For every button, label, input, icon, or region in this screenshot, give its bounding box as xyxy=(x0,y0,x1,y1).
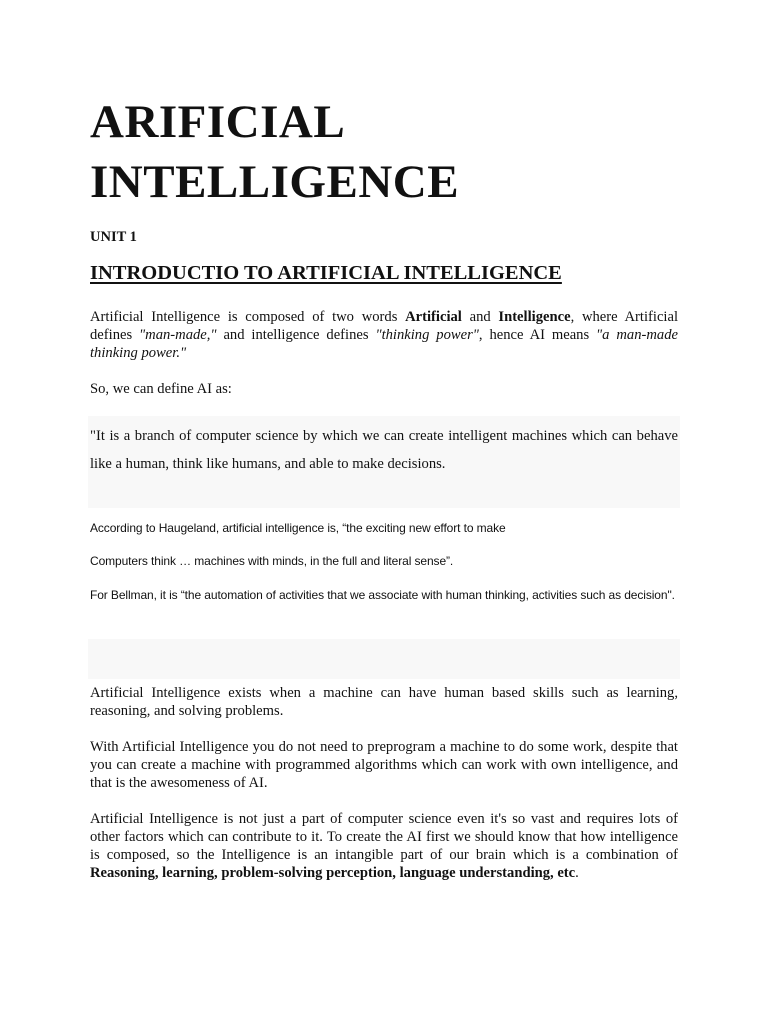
composition-paragraph xyxy=(90,810,678,882)
exists-paragraph: Artificial Intelligence exists when a machine can have human based skills such as learning, reasoning, and solving problems. xyxy=(90,685,678,719)
intro-italic-definition: "a man-made thinking power." xyxy=(90,327,678,361)
intro-text-1: Artificial Intelligence is composed of two words xyxy=(90,309,406,325)
haugeland-line-1: According to Haugeland, artificial intelligence is, “the exciting new effort to make xyxy=(90,521,506,535)
document-title xyxy=(90,92,459,212)
intro-italic-man-made: "man-made," xyxy=(139,327,217,343)
composition-text: Artificial Intelligence is not just a part of computer science even it's so vast and requires lots of other factors which can contribute to it. To create the AI first we should know that how intelligence is composed, so the Intelligence is an intangible part of our brain which is a combination of xyxy=(90,811,678,863)
preprogram-paragraph: With Artificial Intelligence you do not need to preprogram a machine to do some work, despite that you can create a machine with programmed algorithms which can work with own intelligence, and that is the awesomeness of AI. xyxy=(90,739,678,791)
intro-text-3: , where Artificial defines xyxy=(90,309,679,343)
bellman-definition: For Bellman, it is “the automation of activities that we associate with human thinking, activities such as decision". xyxy=(90,588,675,602)
intro-text-5: , hence AI means xyxy=(478,327,597,343)
composition-end: . xyxy=(575,865,579,881)
section-heading: INTRODUCTIO TO ARTIFICIAL INTELLIGENCE xyxy=(90,262,562,284)
title-line-2: INTELLIGENCE xyxy=(90,156,460,208)
intro-italic-thinking-power: "thinking power" xyxy=(375,327,479,343)
title-line-1: ARIFICIAL xyxy=(90,96,346,148)
intro-bold-artificial: Artificial xyxy=(405,309,462,325)
intro-bold-intelligence: Intelligence xyxy=(498,309,571,325)
haugeland-line-2: Computers think … machines with minds, in the full and literal sense”. xyxy=(90,554,454,568)
empty-shaded-block xyxy=(88,639,680,679)
definition-quote: "It is a branch of computer science by which we can create intelligent machines which can behave like a human, think like humans, and able to make decisions. xyxy=(90,428,678,472)
define-line: So, we can define AI as: xyxy=(90,381,232,397)
intro-text-4: and intelligence defines xyxy=(216,327,376,343)
intro-text-2: and xyxy=(461,309,499,325)
intro-paragraph xyxy=(90,308,678,362)
unit-label: UNIT 1 xyxy=(90,229,137,245)
composition-bold-list: Reasoning, learning, problem-solving perception, language understanding, etc xyxy=(90,865,576,881)
